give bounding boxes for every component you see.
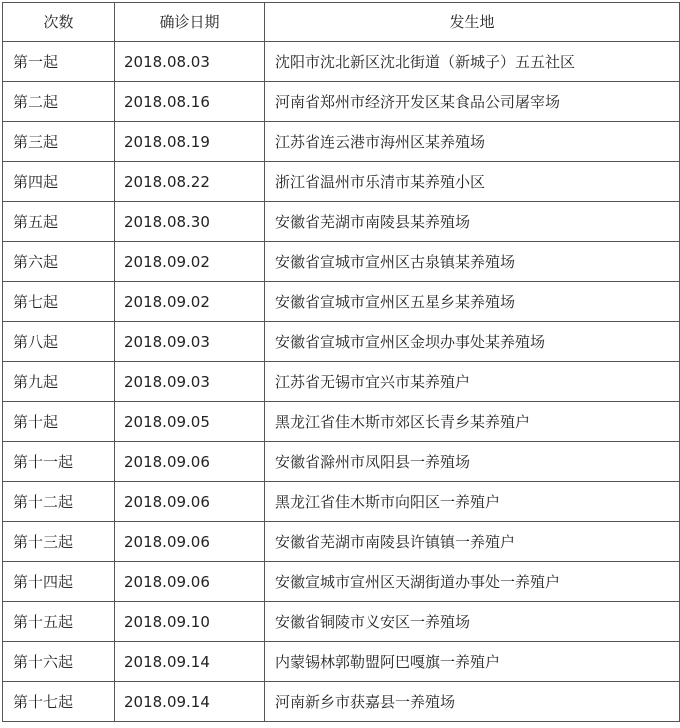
row-count-cell: 第十五起 bbox=[3, 602, 115, 642]
row-location-cell: 安徽省芜湖市南陵县许镇镇一养殖户 bbox=[265, 522, 680, 562]
table-row bbox=[3, 162, 680, 202]
row-count-cell: 第六起 bbox=[3, 242, 115, 282]
row-count-cell: 第十起 bbox=[3, 402, 115, 442]
row-location-cell: 安徽省铜陵市义安区一养殖场 bbox=[265, 602, 680, 642]
row-count-cell: 第十二起 bbox=[3, 482, 115, 522]
row-location-cell: 河南省郑州市经济开发区某食品公司屠宰场 bbox=[265, 82, 680, 122]
row-count-cell: 第十一起 bbox=[3, 442, 115, 482]
row-count-cell: 第二起 bbox=[3, 82, 115, 122]
row-location-cell: 河南新乡市获嘉县一养殖场 bbox=[265, 682, 680, 722]
table-row bbox=[3, 642, 680, 682]
row-date-cell: 2018.08.22 bbox=[115, 162, 265, 202]
row-date-cell: 2018.09.05 bbox=[115, 402, 265, 442]
row-date-cell: 2018.09.06 bbox=[115, 442, 265, 482]
row-location-cell: 沈阳市沈北新区沈北街道（新城子）五五社区 bbox=[265, 42, 680, 82]
table-row bbox=[3, 522, 680, 562]
row-date-cell: 2018.08.30 bbox=[115, 202, 265, 242]
row-location-cell: 安徽省芜湖市南陵县某养殖场 bbox=[265, 202, 680, 242]
table-row bbox=[3, 482, 680, 522]
row-location-cell: 安徽省宣城市宣州区五星乡某养殖场 bbox=[265, 282, 680, 322]
row-location-cell: 黑龙江省佳木斯市向阳区一养殖户 bbox=[265, 482, 680, 522]
row-location-cell: 黑龙江省佳木斯市郊区长青乡某养殖户 bbox=[265, 402, 680, 442]
table-row bbox=[3, 442, 680, 482]
row-count-cell: 第一起 bbox=[3, 42, 115, 82]
table-row bbox=[3, 82, 680, 122]
row-location-cell: 安徽省宣城市宣州区金坝办事处某养殖场 bbox=[265, 322, 680, 362]
row-date-cell: 2018.09.06 bbox=[115, 522, 265, 562]
row-date-cell: 2018.09.10 bbox=[115, 602, 265, 642]
row-date-cell: 2018.08.03 bbox=[115, 42, 265, 82]
row-date-cell: 2018.08.16 bbox=[115, 82, 265, 122]
row-count-cell: 第四起 bbox=[3, 162, 115, 202]
header-confirm-date: 确诊日期 bbox=[115, 3, 265, 42]
row-date-cell: 2018.09.06 bbox=[115, 482, 265, 522]
table-row bbox=[3, 282, 680, 322]
row-count-cell: 第八起 bbox=[3, 322, 115, 362]
row-location-cell: 浙江省温州市乐清市某养殖小区 bbox=[265, 162, 680, 202]
row-date-cell: 2018.09.03 bbox=[115, 362, 265, 402]
table-row bbox=[3, 202, 680, 242]
row-location-cell: 安徽省滁州市凤阳县一养殖场 bbox=[265, 442, 680, 482]
row-date-cell: 2018.09.06 bbox=[115, 562, 265, 602]
row-date-cell: 2018.09.14 bbox=[115, 642, 265, 682]
row-count-cell: 第十四起 bbox=[3, 562, 115, 602]
row-location-cell: 安徽省宣城市宣州区古泉镇某养殖场 bbox=[265, 242, 680, 282]
row-date-cell: 2018.09.03 bbox=[115, 322, 265, 362]
table-row bbox=[3, 562, 680, 602]
row-location-cell: 江苏省无锡市宜兴市某养殖户 bbox=[265, 362, 680, 402]
outbreak-table bbox=[2, 2, 680, 722]
table-body bbox=[3, 42, 680, 722]
table-row bbox=[3, 362, 680, 402]
row-location-cell: 安徽宣城市宣州区天湖街道办事处一养殖户 bbox=[265, 562, 680, 602]
header-count: 次数 bbox=[3, 3, 115, 42]
row-date-cell: 2018.09.14 bbox=[115, 682, 265, 722]
row-location-cell: 江苏省连云港市海州区某养殖场 bbox=[265, 122, 680, 162]
row-count-cell: 第七起 bbox=[3, 282, 115, 322]
row-date-cell: 2018.08.19 bbox=[115, 122, 265, 162]
row-count-cell: 第九起 bbox=[3, 362, 115, 402]
table-row bbox=[3, 682, 680, 722]
row-date-cell: 2018.09.02 bbox=[115, 282, 265, 322]
row-count-cell: 第十七起 bbox=[3, 682, 115, 722]
row-count-cell: 第五起 bbox=[3, 202, 115, 242]
table-row bbox=[3, 242, 680, 282]
row-date-cell: 2018.09.02 bbox=[115, 242, 265, 282]
row-location-cell: 内蒙锡林郭勒盟阿巴嘎旗一养殖户 bbox=[265, 642, 680, 682]
header-location: 发生地 bbox=[265, 3, 680, 42]
row-count-cell: 第十六起 bbox=[3, 642, 115, 682]
table-row bbox=[3, 402, 680, 442]
table-row bbox=[3, 322, 680, 362]
row-count-cell: 第十三起 bbox=[3, 522, 115, 562]
table-header-row bbox=[3, 3, 680, 42]
row-count-cell: 第三起 bbox=[3, 122, 115, 162]
table-row bbox=[3, 602, 680, 642]
table-row bbox=[3, 42, 680, 82]
table-row bbox=[3, 122, 680, 162]
